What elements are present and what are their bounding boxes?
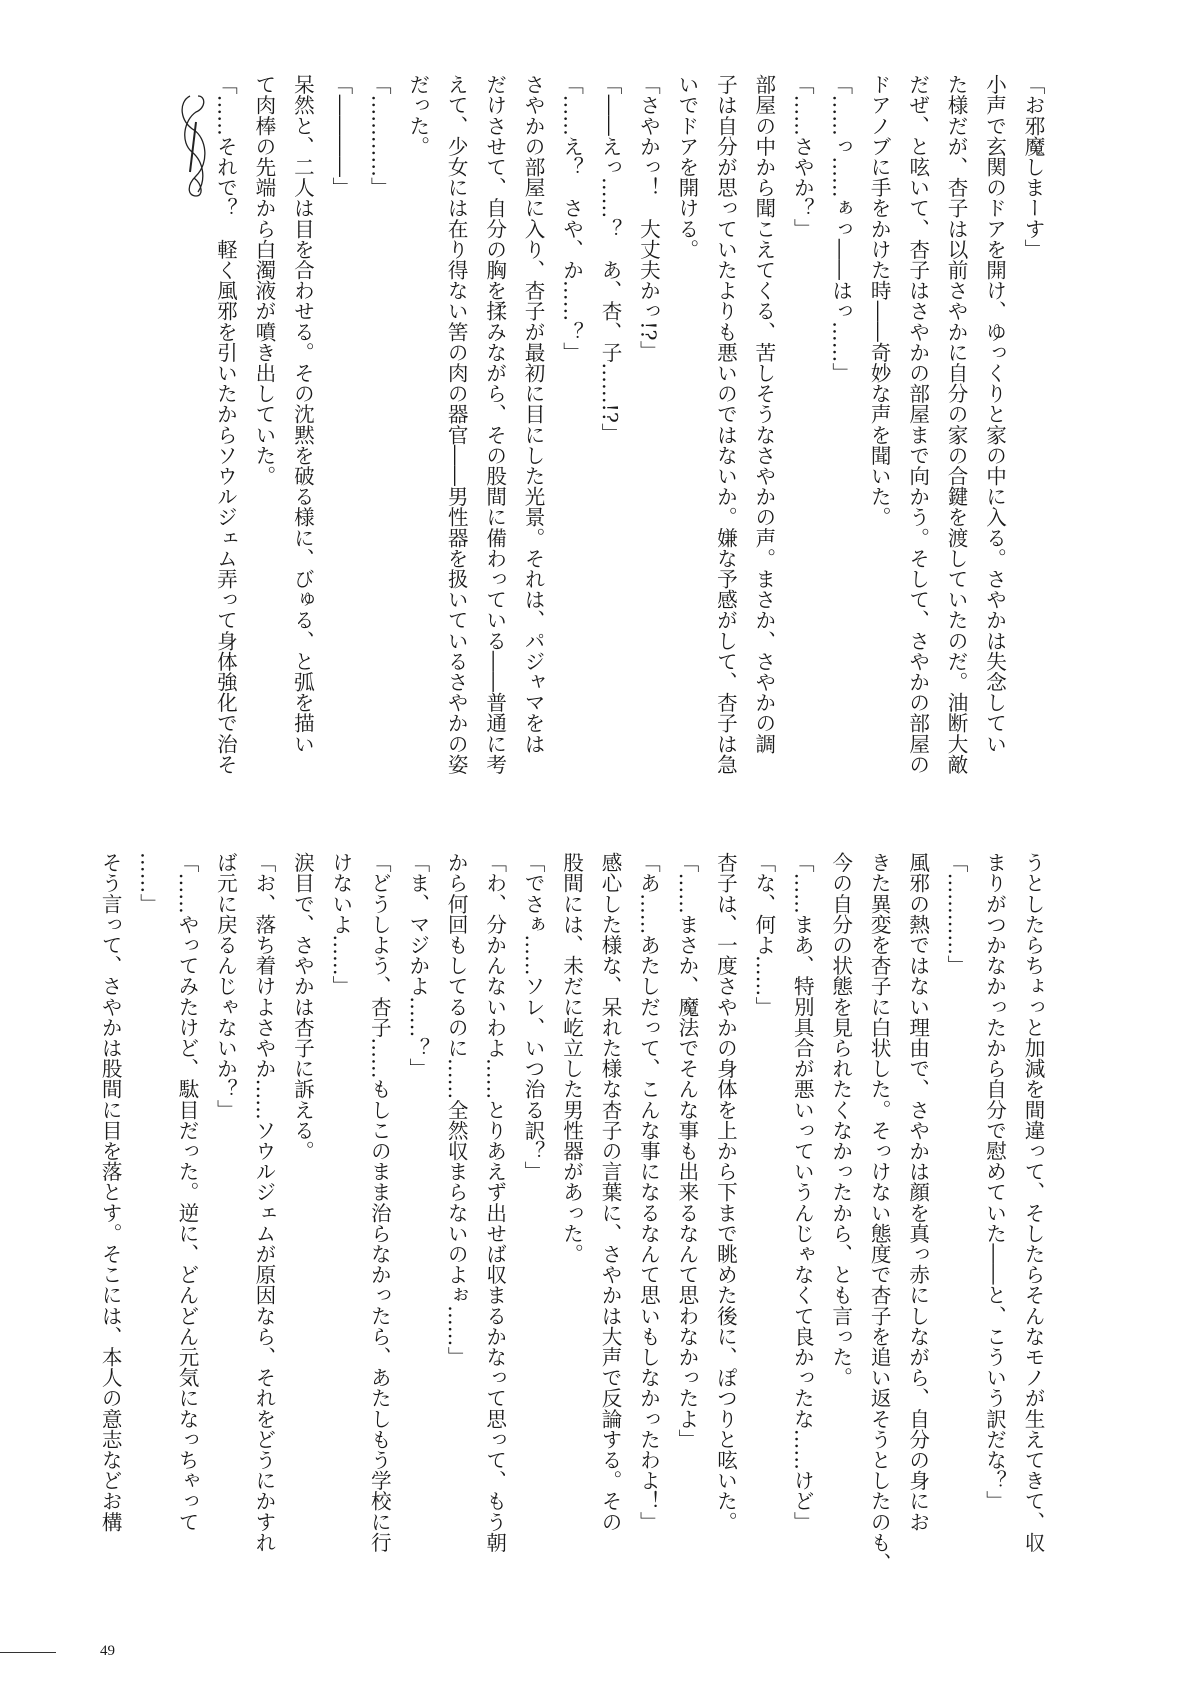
text-column: ば元に戻るんじゃないか？」 xyxy=(213,852,238,1120)
text-column: 風邪の熱ではない理由で、さやかは顔を真っ赤にしながら、自分の身にお xyxy=(905,852,930,1532)
text-column: 「な、何よ……」 xyxy=(751,852,776,1017)
page-number: 49 xyxy=(100,1643,115,1659)
footer-rule xyxy=(0,1652,56,1653)
text-column: 杏子は、一度さやかの身体を上から下まで眺めた後に、ぽつりと呟いた。 xyxy=(713,852,738,1532)
text-column: 「…………」 xyxy=(367,74,392,198)
text-column: いでドアを開ける。 xyxy=(674,74,699,260)
text-column: 「お、落ち着けよさやか……ソウルジェムが原因なら、それをどうにかすれ xyxy=(251,852,276,1553)
text-column: 「……それで？ 軽く風邪を引いたからソウルジェム弄って身体強化で治そ xyxy=(213,74,238,775)
text-column: 「……まさか、魔法でそんな事も出来るなんて思わなかったよ」 xyxy=(674,852,699,1450)
text-column: きた異変を杏子に白状した。そっけない態度で杏子を追い返そうとしたのも、 xyxy=(867,852,892,1573)
text-column: けないよ……」 xyxy=(328,852,353,997)
text-column: た様だが、杏子は以前さやかに自分の家の合鍵を渡していたのだ。油断大敵 xyxy=(944,74,969,775)
text-column: えて、少女には在り得ない筈の肉の器官――男性器を扱いているさやかの姿 xyxy=(444,74,469,775)
text-column: 「……まあ、特別具合が悪いっていうんじゃなくて良かったな……けど」 xyxy=(790,852,815,1532)
text-column: 「あ……あたしだって、こんな事になるなんて思いもしなかったわよ！」 xyxy=(636,852,661,1532)
text-column: 「…………」 xyxy=(944,852,969,976)
text-column: 「……え？ さや、か……？」 xyxy=(559,74,584,363)
text-column: 小声で玄関のドアを開け、ゆっくりと家の中に入る。さやかは失念してい xyxy=(982,74,1007,754)
text-column: だぜ、と呟いて、杏子はさやかの部屋まで向かう。そして、さやかの部屋の xyxy=(905,74,930,775)
text-column: 「でさぁ……ソレ、いつ治る訳？」 xyxy=(521,852,546,1182)
text-column: 「お邪魔しまーす」 xyxy=(1021,74,1045,260)
upper-text-block xyxy=(90,74,1052,794)
text-column: 「……さやか？」 xyxy=(790,74,815,239)
text-column: ……」 xyxy=(136,852,161,914)
text-column: うとしたらちょっと加減を間違って、そしたらそんなモノが生えてきて、収 xyxy=(1021,852,1045,1553)
text-column: 「さやかっ！ 大丈夫かっ!?」 xyxy=(636,74,661,362)
text-column: 子は自分が思っていたよりも悪いのではないか。嫌な予感がして、杏子は急 xyxy=(713,74,738,775)
text-column: 「ま、マジかよ……？」 xyxy=(405,852,430,1079)
text-column: 「どうしよう、杏子……もしこのまま治らなかったら、あたしもう学校に行 xyxy=(367,852,392,1553)
scroll-ornament-icon xyxy=(176,92,212,200)
text-column: 部屋の中から聞こえてくる、苦しそうなさやかの声。まさか、さやかの調 xyxy=(751,74,776,754)
text-column: そう言って、さやかは股間に目を落とす。そこには、本人の意志などお構 xyxy=(98,852,123,1532)
text-column: さやかの部屋に入り、杏子が最初に目にした光景。それは、パジャマをは xyxy=(521,74,546,754)
text-column: 「……やってみたけど、駄目だった。逆に、どんどん元気になっちゃって xyxy=(175,852,200,1532)
text-column: ドアノブに手をかけた時――奇妙な声を聞いた。 xyxy=(867,74,892,528)
text-column: だった。 xyxy=(405,74,430,157)
text-column: 「わ、分かんないわよ……とりあえず出せば収まるかなって思って、もう朝 xyxy=(482,852,507,1553)
lower-text-block xyxy=(90,852,1052,1572)
text-column: て肉棒の先端から白濁液が噴き出していた。 xyxy=(251,74,276,486)
text-column: 「……っ……ぁっ――はっ……」 xyxy=(828,74,853,383)
text-column: から何回もしてるのに……全然収まらないのよぉ……」 xyxy=(444,852,469,1367)
text-column: 「――えっ……？ あ、杏、子……!?」 xyxy=(598,74,623,444)
text-column: まりがつかなかったから自分で慰めていた――と、こういう訳だな？」 xyxy=(982,852,1007,1512)
text-column: 股間には、未だに屹立した男性器があった。 xyxy=(559,852,584,1264)
text-column: 呆然と、二人は目を合わせる。その沈黙を破る様に、びゅる、と弧を描い xyxy=(290,74,315,754)
text-column: 涙目で、さやかは杏子に訴える。 xyxy=(290,852,315,1161)
text-column: 今の自分の状態を見られたくなかったから、とも言った。 xyxy=(828,852,853,1388)
text-column: 「――――」 xyxy=(328,74,353,198)
text-column: だけさせて、自分の胸を揉みながら、その股間に備わっている――普通に考 xyxy=(482,74,507,775)
text-column: 感心した様な、呆れた様な杏子の言葉に、さやかは大声で反論する。その xyxy=(598,852,623,1532)
